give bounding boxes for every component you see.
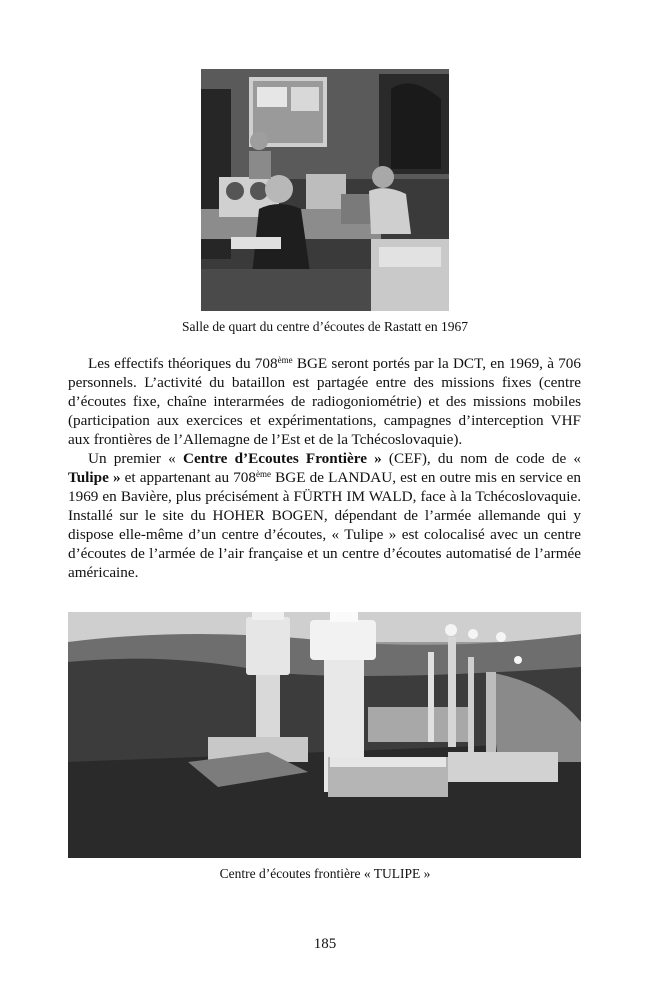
listening-room-photo <box>201 69 449 311</box>
tulipe-site-photo <box>68 612 581 858</box>
paragraph: Un premier « Centre d’Ecoutes Frontière » (CEF), du nom de code de « Tulipe » et appartenant au 708ème BGE de LANDAU, est en outre mis en service en 1969 en Bavière, plus précisément à FÜRTH IM WALD, face à la Tchécoslovaquie. Installé sur le site du HOHER BOGEN, dépendant de l’armée allemande qui y dispose elle-même d’un centre d’écoutes, « Tulipe » est colocalisé avec un centre d’écoutes de l’armée de l’air française et un centre d’écoutes automatisé de l’armée américaine. <box>68 450 582 581</box>
figure-caption: Centre d’écoutes frontière « TULIPE » <box>219 866 431 881</box>
page-number: 185 <box>313 936 337 952</box>
body-text <box>68 354 581 582</box>
figure-caption: Salle de quart du centre d’écoutes de Rastatt en 1967 <box>181 319 469 334</box>
paragraph: Les effectifs théoriques du 708ème BGE seront portés par la DCT, en 1969, à 706 personnels. L’activité du bataillon est partagée entre des missions fixes (centre d’écoutes fixe, chaîne interarmées de radiogoniométrie) et des missions mobiles (participation aux exercices et expérimentations, campagnes d’interception VHF aux frontières de l’Allemagne de l’Est et de la Tchécoslovaquie). <box>68 355 581 448</box>
